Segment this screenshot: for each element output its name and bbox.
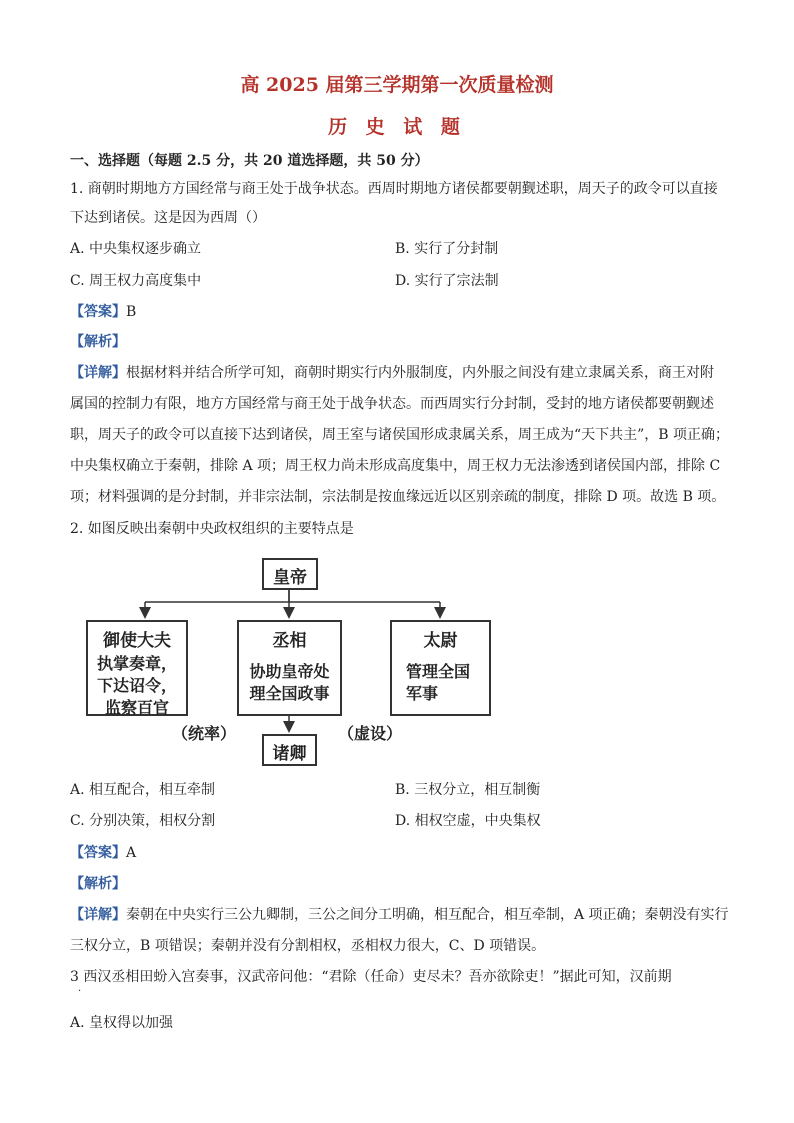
q1-option-c: C. 周王权力高度集中 bbox=[70, 273, 202, 289]
q1-detail-text1: 根据材料并结合所学可知，商朝时期实行内外服制度，内外服之间没有建立隶属关系，商王对附 bbox=[126, 365, 714, 381]
ministers-label: 诸卿 bbox=[272, 744, 307, 764]
commandant-line2: 军事 bbox=[406, 684, 439, 703]
chancellor-line1: 协助皇帝处 bbox=[249, 662, 330, 681]
q2-answer-value: A bbox=[126, 845, 137, 861]
q1-analysis-tag: 【解析】 bbox=[70, 334, 126, 350]
q1-answer-value: B bbox=[126, 304, 137, 320]
q2-answer-tag: 【答案】 bbox=[70, 845, 126, 861]
q1-option-a: A. 中央集权逐步确立 bbox=[70, 241, 202, 257]
commandant-line1: 管理全国 bbox=[406, 662, 471, 681]
q2-detail-line2: 三权分立，B 项错误；秦朝并没有分割相权，丞相权力很大，C、D 项错误。 bbox=[70, 938, 546, 954]
q1-option-b: B. 实行了分封制 bbox=[395, 241, 499, 257]
emperor-box bbox=[262, 558, 318, 590]
q1-stem-line1: 1. 商朝时期地方方国经常与商王处于战争状态。西周时期地方诸侯都要朝觐述职，周天子的政令可以直接 bbox=[70, 181, 718, 197]
censor-line2: 下达诏令， bbox=[96, 676, 177, 695]
censor-line1: 执掌奏章， bbox=[96, 654, 177, 673]
note-nominal: （虚设） bbox=[338, 724, 403, 743]
q2-detail-text1: 秦朝在中央实行三公九卿制，三公之间分工明确，相互配合，相互牵制，A 项正确；秦朝没有实行 bbox=[126, 907, 729, 923]
q2-analysis-tag: 【解析】 bbox=[70, 876, 126, 892]
q2-detail-tag: 【详解】 bbox=[70, 907, 126, 923]
q2-answer bbox=[70, 842, 136, 862]
chancellor-title: 丞相 bbox=[272, 631, 307, 651]
q2-option-a: A. 相互配合，相互牵制 bbox=[70, 782, 216, 798]
q2-option-b: B. 三权分立，相互制衡 bbox=[395, 782, 541, 798]
commandant-title: 太尉 bbox=[423, 631, 458, 651]
q1-detail-tag: 【详解】 bbox=[70, 365, 126, 381]
q2-stem: 2. 如图反映出秦朝中央政权组织的主要特点是 bbox=[70, 521, 354, 537]
document-subtitle: 历 史 试 题 bbox=[328, 116, 466, 138]
q2-option-d: D. 相权空虚，中央集权 bbox=[395, 813, 541, 829]
q2-option-c: C. 分别决策，相权分割 bbox=[70, 813, 216, 829]
ministers-box bbox=[262, 734, 317, 766]
censor-title: 御使大夫 bbox=[103, 631, 171, 651]
censor-line3: 监察百官 bbox=[104, 698, 169, 717]
section-heading: 一、选择题（每题 2.5 分，共 20 道选择题，共 50 分） bbox=[70, 153, 429, 169]
stray-mark: · bbox=[78, 986, 82, 997]
q1-detail-line5: 项；材料强调的是分封制，并非宗法制，宗法制是按血缘远近以区别亲疏的制度，排除 D 项。故选 B 项。 bbox=[70, 489, 726, 505]
chancellor-box bbox=[237, 620, 342, 716]
q1-answer-tag: 【答案】 bbox=[70, 304, 126, 320]
q1-option-d: D. 实行了宗法制 bbox=[395, 273, 499, 289]
q3-option-a: A. 皇权得以加强 bbox=[70, 1015, 174, 1031]
q1-stem-line2: 下达到诸侯。这是因为西周（） bbox=[70, 210, 266, 226]
censor-box bbox=[86, 620, 188, 716]
commandant-box bbox=[390, 620, 491, 716]
chancellor-line2: 理全国政事 bbox=[249, 684, 330, 703]
q1-detail-line3: 职，周天子的政令可以直接下达到诸侯，周王室与诸侯国形成隶属关系，周王成为“天下共主”，B 项正确； bbox=[70, 427, 730, 443]
q1-detail-line2: 属国的控制力有限，地方方国经常与商王处于战争状态。而西周实行分封制，受封的地方诸侯都要朝觐述 bbox=[70, 396, 714, 412]
document-title: 高 2025 届第三学期第一次质量检测 bbox=[240, 74, 554, 96]
note-command: （统率） bbox=[172, 724, 237, 743]
emperor-label: 皇帝 bbox=[273, 568, 307, 588]
q3-stem: 3 西汉丞相田蚡入宫奏事，汉武帝问他：“君除（任命）吏尽未？吾亦欲除吏！”据此可知，汉前期 bbox=[70, 969, 672, 985]
q2-detail-line1 bbox=[70, 904, 729, 924]
q1-detail-line4: 中央集权确立于秦朝，排除 A 项；周王权力尚未形成高度集中，周王权力无法渗透到诸侯国内部，排除 C bbox=[70, 458, 721, 474]
